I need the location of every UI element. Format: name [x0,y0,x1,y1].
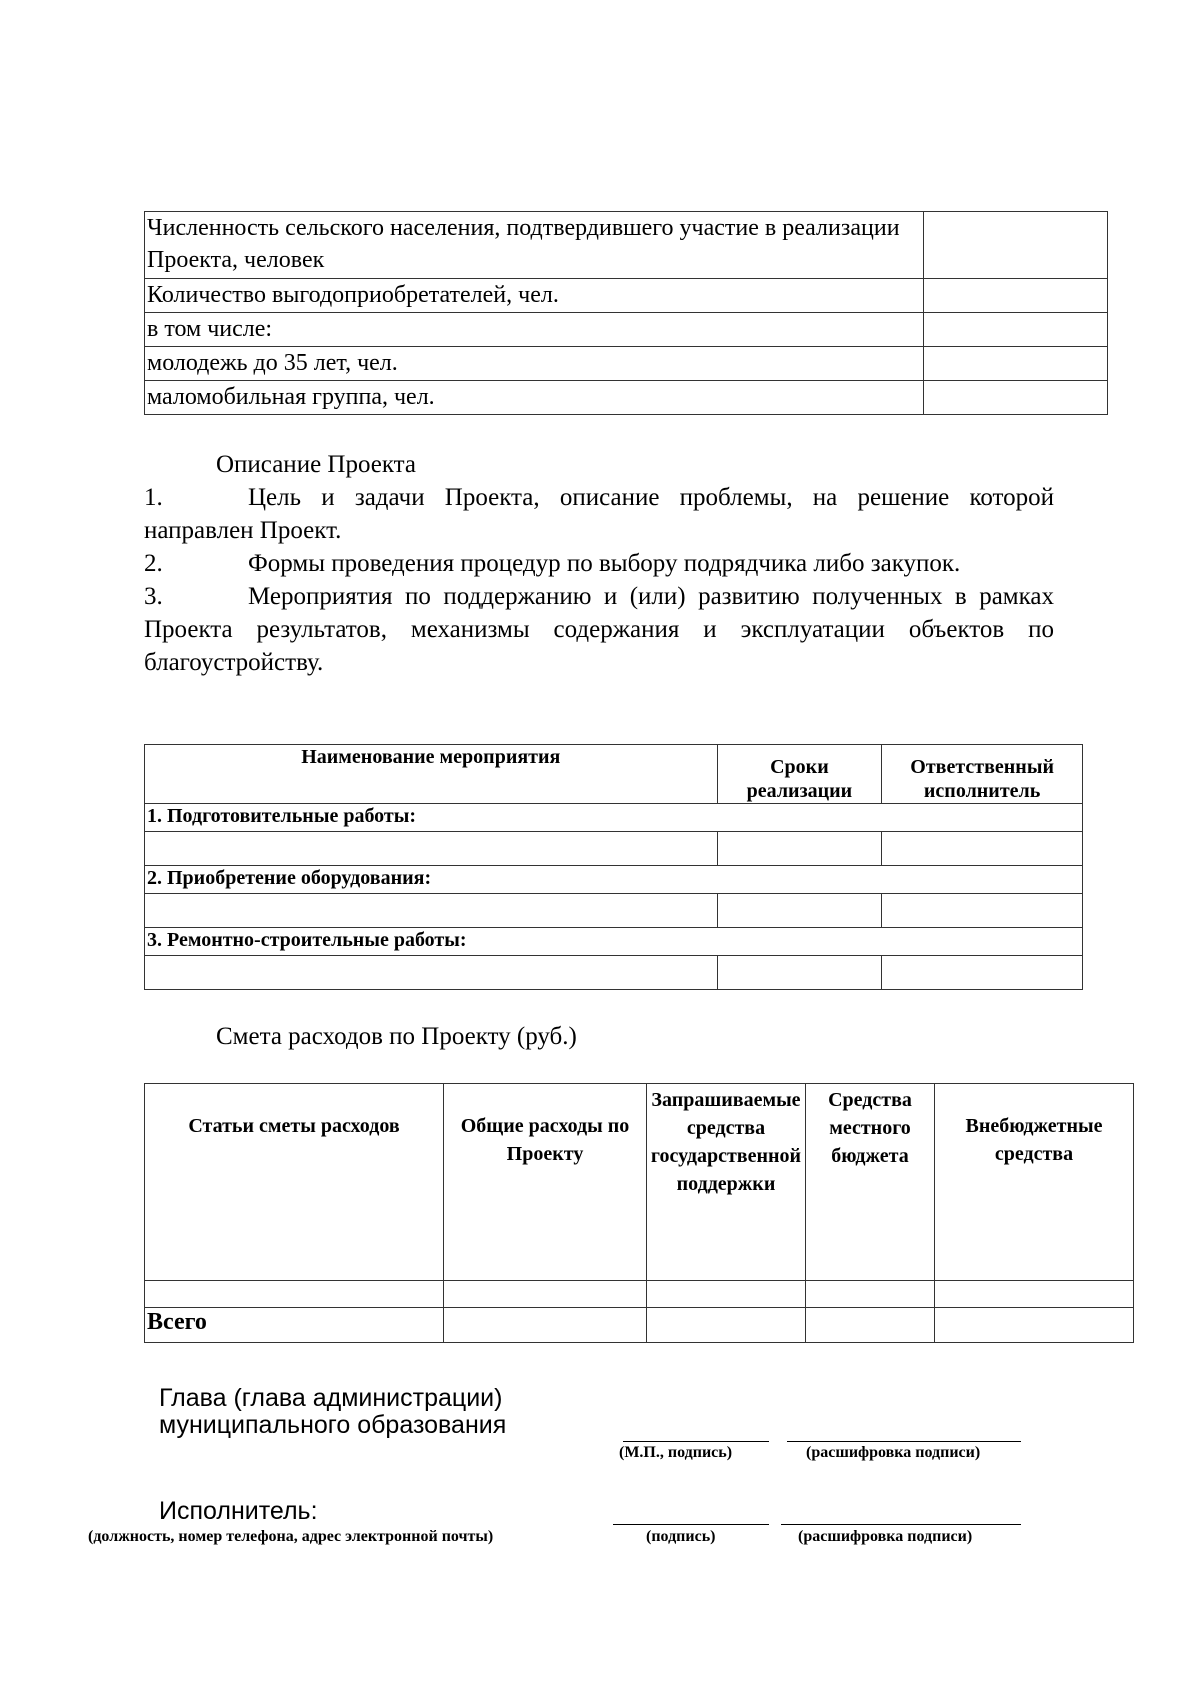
item-text: Формы проведения процедур по выбору подрядчика либо закупок. [248,550,961,577]
table-cell-value[interactable] [924,381,1108,415]
section-label: 3. Ремонтно-строительные работы: [145,928,1083,956]
section-label: 1. Подготовительные работы: [145,804,1083,832]
table-row [145,956,1083,990]
table-cell[interactable] [806,1308,935,1343]
table-row [145,313,1108,347]
table-cell[interactable] [145,1281,444,1308]
table-cell[interactable] [882,832,1083,866]
header-extrabudgetary: Внебюджетные средства [935,1084,1134,1281]
budget-table [144,1083,1134,1343]
header-responsible: Ответственный исполнитель [882,745,1083,804]
item-text: Цель и задачи Проекта, описание проблемы, на решение которой направлен Проект. [144,484,1054,544]
signature-line[interactable] [623,1441,769,1442]
table-row [145,212,1108,279]
table-cell-value[interactable] [924,313,1108,347]
header-requested-support: Запрашиваемые средства государственной поддержки [647,1084,806,1281]
exec-caption-signature: (подпись) [646,1528,716,1545]
section-row [145,928,1083,956]
table-cell[interactable] [717,894,882,928]
description-list [144,481,1054,679]
table-cell[interactable] [935,1281,1134,1308]
table-row [145,894,1083,928]
list-item [144,580,1054,679]
list-item [144,547,1054,580]
table-cell-label: Численность сельского населения, подтвердившего участие в реализации Проекта, человек [145,212,924,279]
table-cell[interactable] [717,832,882,866]
item-text: Мероприятия по поддержанию и (или) развитию полученных в рамках Проекта результатов, механизмы содержания и эксплуатации объектов по благоустройству. [144,583,1054,676]
table-cell[interactable] [444,1308,647,1343]
head-title-line2: муниципального образования [159,1411,507,1439]
total-label: Всего [145,1308,444,1343]
item-number: 3. [144,583,163,610]
list-item [144,481,1054,547]
table-cell[interactable] [647,1308,806,1343]
header-expense-items: Статьи сметы расходов [145,1084,444,1281]
description-title: Описание Проекта [216,451,417,478]
table-cell[interactable] [145,956,718,990]
table-cell-label: молодежь до 35 лет, чел. [145,347,924,381]
table-cell-label: в том числе: [145,313,924,347]
table-header-row [145,745,1083,804]
table-cell[interactable] [444,1281,647,1308]
table-cell-label: маломобильная группа, чел. [145,381,924,415]
table-row [145,347,1108,381]
table-header-row [145,1084,1134,1281]
table-cell[interactable] [882,894,1083,928]
head-caption-decoding: (расшифровка подписи) [806,1444,981,1461]
table-row [145,1281,1134,1308]
table-row [145,832,1083,866]
table-cell-value[interactable] [924,212,1108,279]
table-cell-value[interactable] [924,279,1108,313]
total-row [145,1308,1134,1343]
table-cell[interactable] [806,1281,935,1308]
signature-line[interactable] [613,1524,769,1525]
header-local-budget: Средства местного бюджета [806,1084,935,1281]
head-caption-signature: (М.П., подпись) [619,1444,733,1461]
section-label: 2. Приобретение оборудования: [145,866,1083,894]
table-cell-label: Количество выгодоприобретателей, чел. [145,279,924,313]
table-row [145,279,1108,313]
table-cell-value[interactable] [924,347,1108,381]
table-row [145,381,1108,415]
budget-title: Смета расходов по Проекту (руб.) [216,1023,577,1050]
item-number: 1. [144,484,163,511]
table-cell[interactable] [145,894,718,928]
table-cell[interactable] [647,1281,806,1308]
executor-label: Исполнитель: [159,1497,318,1525]
signature-decoding-line[interactable] [787,1441,1021,1442]
executor-caption: (должность, номер телефона, адрес электронной почты) [88,1528,494,1545]
item-number: 2. [144,550,163,577]
participants-table [144,211,1108,415]
head-title-line1: Глава (глава администрации) [159,1384,503,1412]
header-activity-name: Наименование мероприятия [145,745,718,804]
activities-table [144,744,1083,990]
header-total-expenses: Общие расходы по Проекту [444,1084,647,1281]
section-row [145,804,1083,832]
exec-caption-decoding: (расшифровка подписи) [798,1528,973,1545]
table-cell[interactable] [935,1308,1134,1343]
table-cell[interactable] [882,956,1083,990]
table-cell[interactable] [717,956,882,990]
header-deadlines: Сроки реализации [717,745,882,804]
signature-decoding-line[interactable] [781,1524,1021,1525]
section-row [145,866,1083,894]
table-cell[interactable] [145,832,718,866]
